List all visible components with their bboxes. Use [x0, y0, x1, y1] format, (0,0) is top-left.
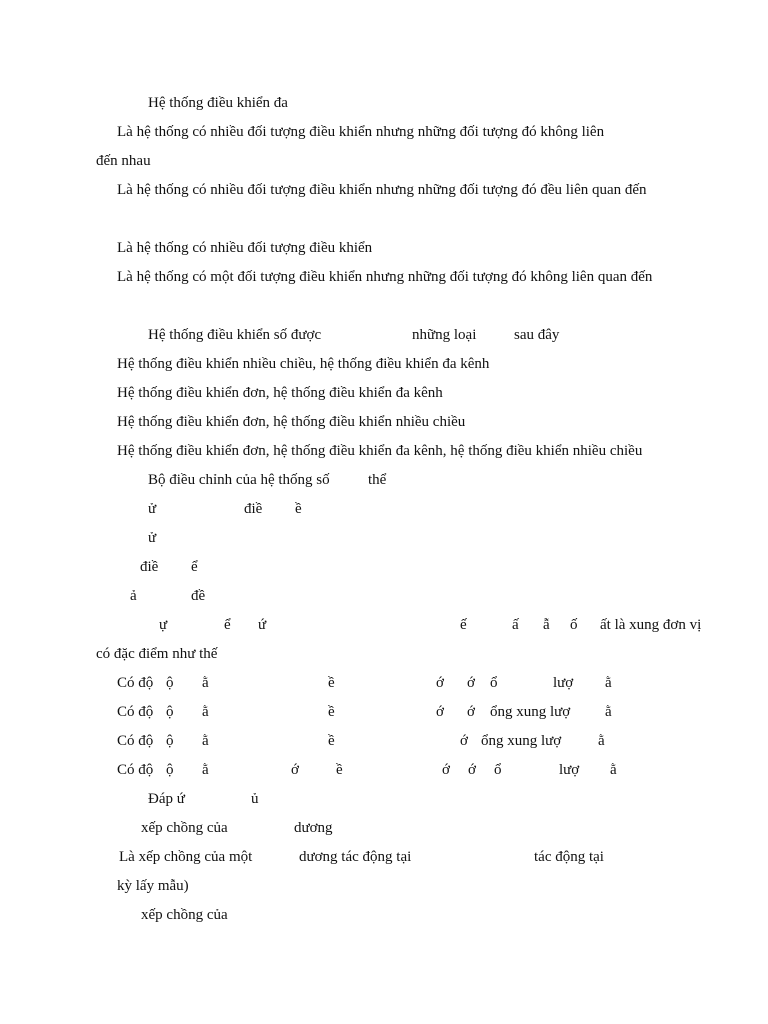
text-segment: tác động tại: [534, 849, 604, 865]
text-segment: ấ: [512, 617, 519, 633]
text-segment: Là hệ thống có nhiều đối tượng điều khiển: [117, 240, 373, 256]
text-segment: ứ: [258, 617, 267, 633]
text-segment: ổ: [490, 675, 498, 691]
text-segment: Đáp ứ: [148, 791, 185, 807]
text-segment: Hệ thống điều khiển số được: [148, 327, 322, 343]
text-segment: điề: [244, 501, 263, 517]
text-segment: ủ: [251, 791, 259, 807]
text-segment: Có độ: [117, 704, 154, 720]
text-segment: đề: [191, 588, 206, 604]
text-segment: Là hệ thống có một đối tượng điều khiển nhưng những đối tượng đó không liên quan đến: [117, 269, 653, 285]
text-segment: ớ: [468, 762, 476, 778]
text-segment: ằ: [605, 704, 612, 720]
text-segment: ớ: [442, 762, 450, 778]
text-segment: thể: [368, 472, 387, 488]
text-segment: ớ: [467, 675, 475, 691]
text-segment: Hệ thống điều khiển đơn, hệ thống điều khiển đa kênh, hệ thống điều khiển nhiều chiều: [117, 443, 643, 459]
text-segment: điề: [140, 559, 159, 575]
text-segment: ộ: [166, 675, 174, 691]
text-segment: ằ: [202, 762, 209, 778]
text-segment: Là xếp chồng của một: [119, 849, 253, 865]
text-segment: Là hệ thống có nhiều đối tượng điều khiển nhưng những đối tượng đó không liên: [117, 124, 605, 140]
text-segment: ề: [328, 704, 335, 720]
text-segment: ề: [328, 675, 335, 691]
text-segment: ề: [295, 501, 302, 517]
text-segment: ớ: [467, 704, 475, 720]
text-segment: dương: [294, 820, 333, 836]
text-segment: ằ: [605, 675, 612, 691]
text-segment: ổng xung lượ: [481, 733, 562, 749]
text-segment: ất là xung đơn vị: [600, 617, 702, 633]
text-segment: Hệ thống điều khiển đơn, hệ thống điều khiển đa kênh: [117, 385, 443, 401]
text-segment: ử: [148, 501, 157, 517]
text-segment: xếp chồng của: [141, 820, 228, 836]
text-segment: Hệ thống điều khiển đa: [148, 95, 288, 111]
text-segment: ả: [130, 588, 137, 604]
text-segment: kỳ lấy mẫu): [117, 878, 189, 894]
text-segment: ộ: [166, 733, 174, 749]
text-segment: lượ: [559, 762, 580, 778]
text-segment: ế: [460, 617, 467, 633]
text-segment: ẫ: [543, 617, 550, 633]
text-segment: ớ: [460, 733, 468, 749]
text-segment: ổ: [494, 762, 502, 778]
text-segment: ộ: [166, 704, 174, 720]
text-segment: ằ: [598, 733, 605, 749]
text-segment: ể: [191, 559, 198, 575]
text-segment: ớ: [436, 675, 444, 691]
text-segment: ằ: [202, 733, 209, 749]
text-segment: ố: [570, 617, 578, 633]
text-segment: dương tác động tại: [299, 849, 412, 865]
text-segment: ử: [148, 530, 157, 546]
text-segment: Có độ: [117, 762, 154, 778]
text-segment: ề: [328, 733, 335, 749]
text-segment: Có độ: [117, 733, 154, 749]
text-segment: sau đây: [514, 327, 560, 343]
text-segment: ự: [159, 617, 168, 633]
text-segment: những loại: [412, 327, 477, 343]
text-segment: ề: [336, 762, 343, 778]
text-segment: Bộ điều chỉnh của hệ thống số: [148, 472, 330, 488]
text-segment: xếp chồng của: [141, 907, 228, 923]
text-segment: ộ: [166, 762, 174, 778]
text-segment: ể: [224, 617, 231, 633]
text-segment: ằ: [202, 675, 209, 691]
text-segment: ớ: [436, 704, 444, 720]
text-segment: ớ: [291, 762, 299, 778]
text-segment: Có độ: [117, 675, 154, 691]
text-segment: đến nhau: [96, 153, 151, 169]
text-segment: ằ: [610, 762, 617, 778]
text-segment: ằ: [202, 704, 209, 720]
text-segment: Hệ thống điều khiển đơn, hệ thống điều khiển nhiều chiều: [117, 414, 466, 430]
text-segment: Hệ thống điều khiển nhiều chiều, hệ thống điều khiển đa kênh: [117, 356, 490, 372]
text-segment: Là hệ thống có nhiều đối tượng điều khiển nhưng những đối tượng đó đều liên quan đến: [117, 182, 647, 198]
text-segment: có đặc điểm như thế: [96, 646, 218, 662]
text-segment: lượ: [553, 675, 574, 691]
text-segment: ổng xung lượ: [490, 704, 571, 720]
